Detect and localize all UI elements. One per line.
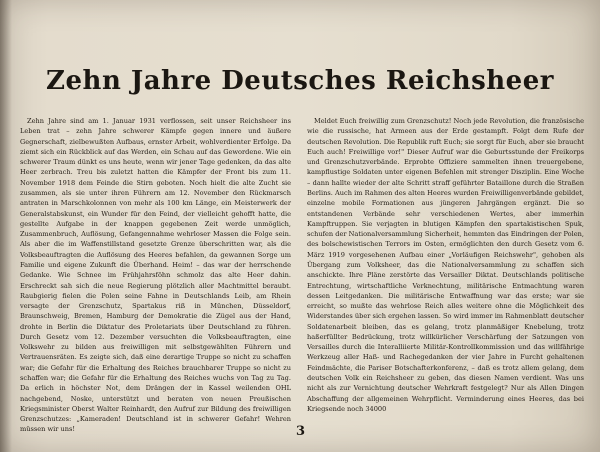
left-column-text: Zehn Jahre sind am 1. Januar 1931 verflossen, seit unser Reichsheer ins Leben trat – zehn Jahre schwerer Kämpfe gegen innere und äußere Gegnerschaft, zielbewußten Aufbaus, ernster Arbeit, wohlverdienter Erfolge. Da ziemt sich ein Rückblick auf das Werden, ein Schau auf das Gewordene. Wie ein schwerer Traum dünkt es uns heute, wenn wir jener Tage gedenken, da das alte Heer zerbrach. Treu bis zuletzt hatten die Kämpfer der Front bis zum 11. November 1918 dem Feinde die Stirn geboten. Noch hielt die alte Zucht sie zusammen, als sie unter ihren Führern am 12. November den Rückmarsch antraten in Marschkolonnen von mehr als 100 km Länge, ein Meisterwerk der Generalstabskunst, ein Wunder für den Feind, der vielleicht gehofft hatte, die gestellte Aufgabe in der knappen gegebenen Zeit werde unmöglich, Zusammenbruch, Auflösung, Gefangennahme wehrloser Massen die Folge sein. Als aber die im Waffenstillstand gesetzte Grenze überschritten war, als die Volksbeauftragten die Auflösung des Heeres befahlen, da gewannen Sorge um Familie und eigene Zukunft die Überhand. Heim! – das war der herrschende Gedanke. Wie Schnee im Frühjahrsföhn schmolz das alte Heer dahin. Erschreckt sah sich die neue Regierung plötzlich aller Machtmittel beraubt. Raubgierig fielen die Polen seine Fahne in Deutschlands Leib, am Rhein versagte der Grenzschutz, Spartakus riß in München, Düsseldorf, Braunschweig, Bremen, Hamburg der Demokratie die Zügel aus der Hand, drohte in Berlin die Diktatur des Proletariats über Deutschland zu führen. Durch Gesetz vom 12. Dezember versuchten die Volksbeauftragten, eine Volkswehr zu bilden aus freiwilligen mit selbstgewählten Führern und Vertrauensräten. Es zeigte sich, daß eine derartige Truppe so nicht zu schaffen war; die Gefahr für die Erhaltung des Reiches brauchbarer Truppe so nicht zu schaffen war; die Gefahr für die Erhaltung des Reiches wuchs von Tag zu Tag. Da erlich in höchster Not, dem Drängen der in Kassel weilenden OHL nachgebend, Noske, unterstützt und beraten von neuen Preußischen Kriegsminister Oberst Walter Reinhardt, den Aufruf zur Bildung des freiwilligen Grenzschutzes: „Kameraden! Deutschland ist in schwerer Gefahr! Wehren müssen wir uns! — [20, 117, 291, 434]
left-column — [20, 116, 291, 435]
page-title: Zehn Jahre Deutsches Reichsheer — [46, 66, 554, 96]
right-column — [307, 116, 584, 414]
right-column-text: Meldet Euch freiwillig zum Grenzschutz! Noch jede Revolution, die französische wie die russische, hat Armeen aus der Erde gestampft. Folgt dem Rufe der deutschen Revolution. Die Republik ruft Euch; sie sorgt für Euch, aber sie braucht Euch auch! Freiwillige vor!" Dieser Aufruf war die Geburtsstunde der Freikorps und Grenzschutzverbände. Erprobte Offiziere sammelten ihnen treuergebene, kampflustige Soldaten unter eigenen Befehlen mit strenger Disziplin. Eine Woche – dann hallte wieder der alte Schritt straff geführter Bataillone durch die Straßen Berlins. Auch im Rahmen des alten Heeres wurden Freiwilligenverbände gebildet, einzelne mobile Formationen aus jüngeren Jahrgängen ergänzt. Die so entstandenen Verbände sehr verschiedenen Wertes, aber immerhin Kampftruppen. Sie verjagten in blutigen Kämpfen den spartakistischen Spuk, schufen der Nationalversammlung Sicherheit, hemmten das Eindringen der Polen, des bolschewistischen Terrors im Osten, ermöglichten den durch Gesetz vom 6. März 1919 vorgesehenen Aufbau einer „Vorläufigen Reichswehr", gehoben als Übergang zum Volksheer, das die Nationalversammlung zu schaffen sich anschickte. Ihre Pläne zerstörte das Versailler Diktat. Deutschlands politische Entrechtung, wirtschaftliche Verknechtung, militärische Entmachtung waren dessen Leitgedanken. Die militärische Entwaffnung war das erste; war sie erreicht, so mußte das wehrlose Reich alles weitere ohne die Möglichkeit des Widerstandes über sich ergehen lassen. So wird immer im Rahmenblatt deutscher Soldatenarbeit bleiben, das es gelang, trotz planmäßiger Knebelung, trotz haßerfüllter Bedrückung, trotz willkürlicher Verschärfung der Satzungen von Versailles durch die Interalliierte Militär-Kontrollkommission und das willfährige Werkzeug aller Haß- und Rachegedanken der vier Jahre in Furcht gehaltenen Feindmächte, die Pariser Botschafterkonferenz, – daß es trotz allem gelang, dem deutschen Volk ein Reichsheer zu geben, das diesen Namen verdient. Was uns nicht als zur Vernichtung deutscher Wehrkraft festgelegt? Nur als Allen Dingen Abschaffung der allgemeinen Wehrpflicht. Verminderung eines Heeres, das bei Kriegsende noch 34000 — [307, 117, 584, 413]
page-number: 3 — [296, 424, 306, 439]
